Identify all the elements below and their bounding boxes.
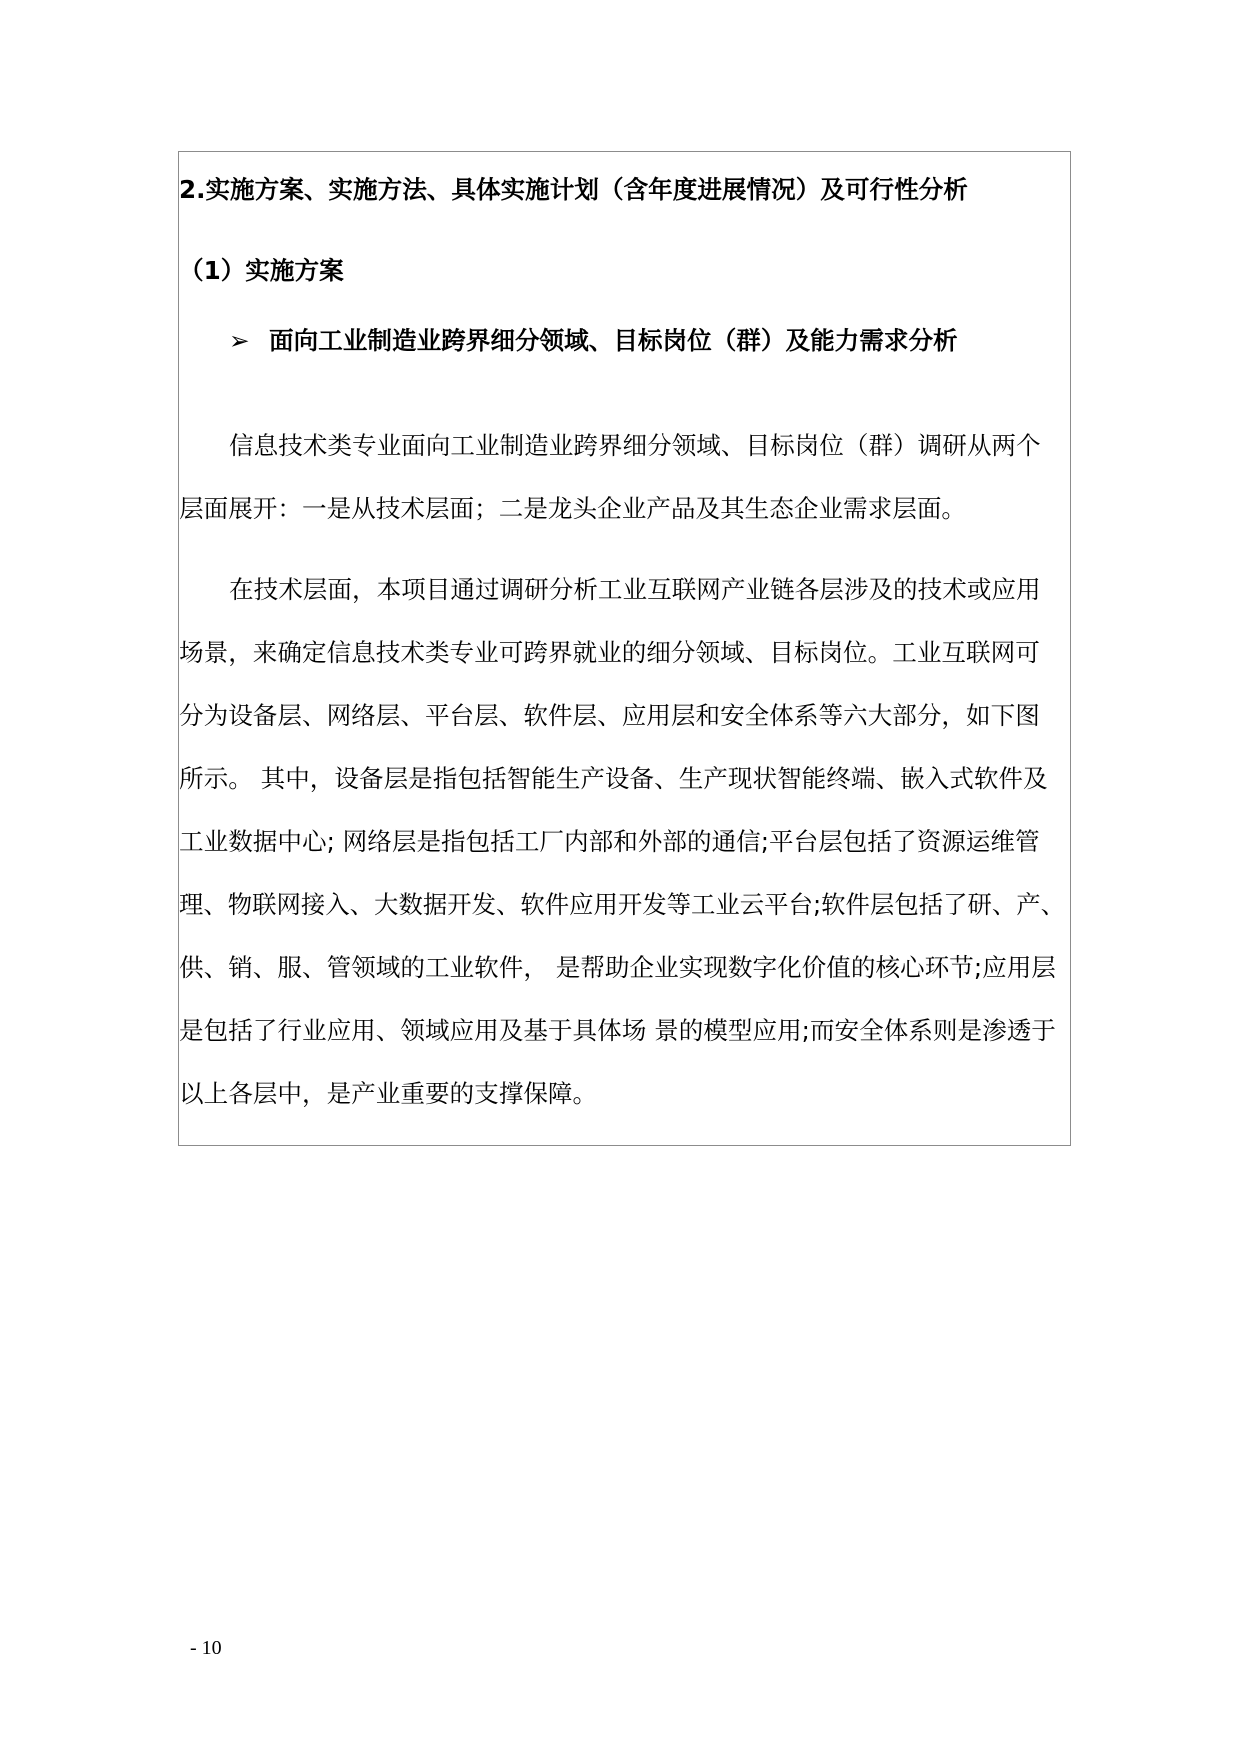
paragraph2-line: 供、销、服、管领域的工业软件， 是帮助企业实现数字化价值的核心环节;应用层 bbox=[179, 953, 1056, 982]
subsection-heading: （1）实施方案 bbox=[179, 256, 344, 285]
paragraph2-line: 是包括了行业应用、领域应用及基于具体场 景的模型应用;而安全体系则是渗透于 bbox=[179, 1016, 1056, 1045]
paragraph2-line: 分为设备层、网络层、平台层、软件层、应用层和安全体系等六大部分，如下图 bbox=[179, 701, 1040, 730]
section-heading: 2.实施方案、实施方法、具体实施计划（含年度进展情况）及可行性分析 bbox=[179, 175, 968, 204]
paragraph2-line: 所示。 其中，设备层是指包括智能生产设备、生产现状智能终端、嵌入式软件及 bbox=[179, 764, 1048, 793]
paragraph1-line: 层面展开：一是从技术层面；二是龙头企业产品及其生态企业需求层面。 bbox=[179, 494, 967, 523]
paragraph2-line: 以上各层中，是产业重要的支撑保障。 bbox=[179, 1079, 598, 1108]
paragraph2-line: 场景，来确定信息技术类专业可跨界就业的细分领域、目标岗位。工业互联网可 bbox=[179, 638, 1040, 667]
paragraph1-line: 信息技术类专业面向工业制造业跨界细分领域、目标岗位（群）调研从两个 bbox=[229, 431, 1041, 460]
paragraph2-line: 理、物联网接入、大数据开发、软件应用开发等工业云平台;软件层包括了研、产、 bbox=[179, 890, 1065, 919]
bullet-heading: 面向工业制造业跨界细分领域、目标岗位（群）及能力需求分析 bbox=[269, 326, 958, 355]
paragraph2-line: 工业数据中心; 网络层是指包括工厂内部和外部的通信;平台层包括了资源运维管 bbox=[179, 827, 1040, 856]
page-number: - 10 bbox=[190, 1637, 222, 1659]
paragraph2-line: 在技术层面，本项目通过调研分析工业互联网产业链各层涉及的技术或应用 bbox=[229, 575, 1041, 604]
bullet-heading-row bbox=[229, 325, 958, 357]
content-table-cell bbox=[178, 151, 1071, 1146]
arrow-bullet-icon: ➢ bbox=[229, 326, 250, 355]
